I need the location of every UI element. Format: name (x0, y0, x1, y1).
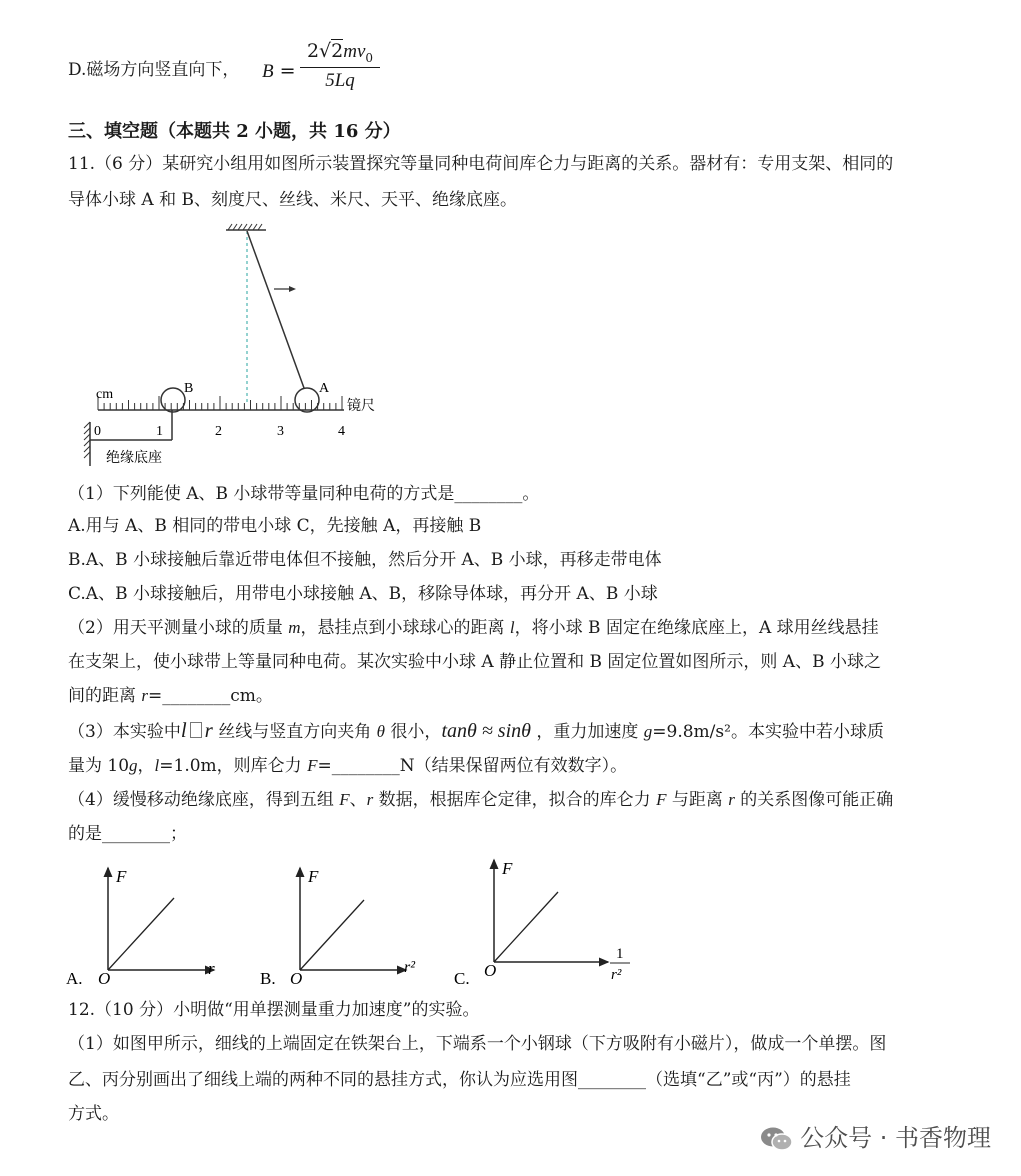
graph-options (64, 858, 644, 990)
graph-b-line (300, 900, 364, 970)
graph-a-x-label: r (208, 959, 215, 978)
graph-c (454, 859, 630, 988)
q12-part1-line3: 方式。 (68, 1104, 119, 1124)
ball-a (295, 388, 319, 412)
wechat-icon (760, 1126, 794, 1152)
graph-b-label: B. (260, 969, 276, 988)
option-d-text: D.磁场方向竖直向下， (68, 60, 240, 80)
option-d (68, 58, 239, 82)
formula-fraction (300, 40, 380, 92)
q11-part4-line2: 的是________； (68, 824, 187, 844)
ball-a-label: A (319, 381, 330, 396)
graph-b-x-label: r² (404, 959, 416, 976)
graph-b-y-label: F (308, 867, 319, 886)
q11-part3-line2: 量为 10g，l=1.0m，则库仑力 F=________N（结果保留两位有效数字）。 (68, 756, 628, 776)
graph-c-label: C. (454, 969, 470, 988)
ball-b-label: B (184, 381, 194, 396)
formula-denominator: 5Lq (325, 69, 355, 91)
tick-label-4: 4 (338, 424, 345, 439)
ruler-ticks (98, 396, 342, 410)
watermark-text: 公众号 · 书香物理 (800, 1124, 991, 1152)
graph-c-line (494, 892, 558, 962)
graph-c-x-numerator: 1 (616, 946, 624, 962)
formula-numerator: $2√2mv_0$ (300, 40, 380, 68)
q11-part2-line1: （2）用天平测量小球的质量 m，悬挂点到小球球心的距离 l，将小球 B 固定在绝缘底座上，A 球用丝线悬挂 (68, 618, 879, 638)
ruler-label: 镜尺 (347, 399, 375, 414)
unknown-glyph-box (190, 722, 202, 738)
q11-part4-line1: （4）缓慢移动绝缘底座，得到五组 F、r 数据，根据库仑定律，拟合的库仑力 F 与距离 r 的关系图像可能正确 (68, 790, 894, 810)
watermark (760, 1118, 991, 1153)
base-hatch (84, 422, 90, 458)
base-label: 绝缘底座 (106, 451, 162, 466)
graph-a-y-label: F (116, 867, 127, 886)
graph-a (66, 867, 215, 988)
graph-a-origin: O (98, 969, 111, 988)
thread-line (247, 231, 304, 388)
tick-label-3: 3 (277, 424, 284, 439)
force-arrow-head (289, 286, 296, 292)
formula-b-label: B = (262, 60, 296, 82)
apparatus-figure (80, 222, 390, 472)
q11-intro-line1: 11.（6 分）某研究小组用如图所示装置探究等量同种电荷间库仑力与距离的关系。器材有：专用支架、相同的 (68, 154, 894, 174)
ball-b (161, 388, 185, 412)
graph-a-line (108, 898, 174, 970)
tick-label-2: 2 (215, 424, 222, 439)
q11-part2-line3: 间的距离 r=________cm。 (68, 686, 273, 706)
q12-part1-line1: （1）如图甲所示，细线的上端固定在铁架台上，下端系一个小钢球（下方吸附有小磁片），做成一个单摆。图 (68, 1034, 887, 1054)
q12-intro: 12.（10 分）小明做“用单摆测量重力加速度”的实验。 (68, 1000, 480, 1020)
q11-option-b: B.A、B 小球接触后靠近带电体但不接触，然后分开 A、B 小球，再移走带电体 (68, 550, 662, 570)
support-hatch (228, 224, 262, 230)
graph-c-origin: O (484, 961, 497, 980)
q11-part1: （1）下列能使 A、B 小球带等量同种电荷的方式是________。 (68, 484, 540, 504)
tick-label-0: 0 (94, 424, 101, 439)
section-title: 三、填空题（本题共 2 小题，共 16 分） (68, 121, 401, 142)
graph-c-x-denominator: r² (611, 967, 622, 983)
q11-part2-line2: 在支架上，使小球带上等量同种电荷。某次实验中小球 A 静止位置和 B 固定位置如图所示，则 A、B 小球之 (68, 652, 881, 672)
cm-label: cm (96, 387, 114, 402)
q12-part1-line2: 乙、丙分别画出了细线上端的两种不同的悬挂方式，你认为应选用图________（选填“乙”或“丙”）的悬挂 (68, 1070, 851, 1090)
graph-a-label: A. (66, 969, 83, 988)
sqrt-symbol: √ (319, 40, 332, 62)
q11-option-c: C.A、B 小球接触后，用带电小球接触 A、B，移除导体球，再分开 A、B 小球 (68, 584, 658, 604)
q11-part3-line1: （3）本实验中l r 丝线与竖直方向夹角 θ 很小，tanθ ≈ sinθ ，重力加速度 g=9.8m/s²。本实验中若小球质 (68, 718, 884, 742)
graph-b (260, 867, 416, 988)
graph-c-y-label: F (502, 859, 513, 878)
graph-b-origin: O (290, 969, 303, 988)
tick-label-1: 1 (156, 424, 163, 439)
q11-option-a: A.用与 A、B 相同的带电小球 C，先接触 A，再接触 B (68, 516, 482, 536)
q11-intro-line2: 导体小球 A 和 B、刻度尺、丝线、米尺、天平、绝缘底座。 (68, 190, 517, 210)
